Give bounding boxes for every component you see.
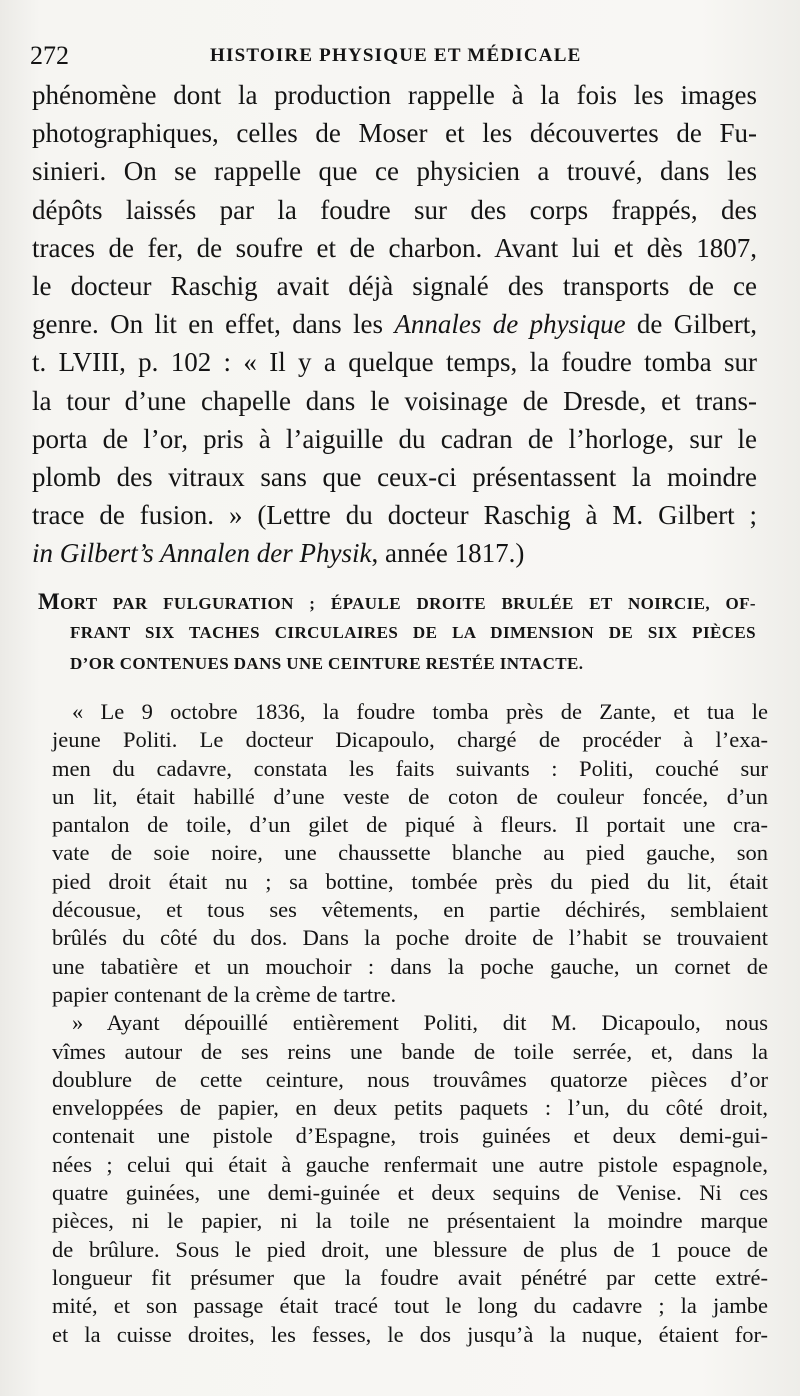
text-line-citation <box>32 534 757 572</box>
heading-line <box>38 586 756 617</box>
heading-line: FRANT SIX TACHES CIRCULAIRES DE LA DIMENSION DE SIX PIÈCES <box>70 623 756 642</box>
text-line: de brûlure. Sous le pied droit, une blessure de plus de 1 pouce de <box>52 1236 768 1262</box>
running-title: HISTOIRE PHYSIQUE ET MÉDICALE <box>210 45 582 66</box>
text-line: trace de fusion. » (Lettre du docteur Raschig à M. Gilbert ; <box>32 500 757 531</box>
text-run: , année 1817.) <box>371 538 525 569</box>
text-line: vate de soie noire, une chaussette blanche au pied gauche, son <box>52 840 768 866</box>
italic-title-annales: Annales de physique <box>394 309 626 340</box>
text-line: phénomène dont la production rappelle à la fois les images <box>32 80 757 110</box>
text-line: une tabatière et un mouchoir : dans la poche gauche, un cornet de <box>52 953 768 979</box>
text-line: photographiques, celles de Moser et les découvertes de Fu- <box>32 118 757 149</box>
text-line: quatre guinées, une demi-guinée et deux sequins de Venise. Ni ces <box>52 1180 768 1206</box>
text-line: » Ayant dépouillé entièrement Politi, dit M. Dicapoulo, nous <box>72 1010 768 1036</box>
text-line: pièces, ni le papier, ni la toile ne présentaient la moindre marque <box>52 1208 768 1234</box>
text-line: et la cuisse droites, les fesses, le dos jusqu’à la nuque, étaient for- <box>52 1321 768 1347</box>
text-line: enveloppées de papier, en deux petits paquets : l’un, du côté droit, <box>52 1095 768 1121</box>
case-report-text <box>52 698 768 1349</box>
heading-initial: D’ <box>70 654 89 673</box>
text-line: pied droit était nu ; sa bottine, tombée près du pied du lit, était <box>52 868 768 894</box>
text-line: dépôts laissés par la foudre sur des corps frappés, des <box>32 194 757 225</box>
heading-line <box>38 648 756 679</box>
text-line: le docteur Raschig avait déjà signalé des transports de ce <box>32 270 757 301</box>
text-line: nées ; celui qui était à gauche renfermait une autre pistole espagnole, <box>52 1151 768 1177</box>
text-line: vîmes autour de ses reins une bande de toile serrée, et, dans la <box>52 1038 768 1064</box>
paragraph-phenomene <box>32 76 757 572</box>
text-line: contenait une pistole d’Espagne, trois guinées et deux demi-gui- <box>52 1123 768 1149</box>
text-line: mité, et son passage était tracé tout le long du cadavre ; la jambe <box>52 1293 768 1319</box>
text-line: la tour d’une chapelle dans le voisinage de Dresde, et trans- <box>32 385 757 416</box>
text-line: brûlés du côté du dos. Dans la poche droite de l’habit se trouvaient <box>52 925 768 951</box>
text-line: jeune Politi. Le docteur Dicapoulo, chargé de procéder à l’exa- <box>52 727 768 753</box>
text-run: genre. On lit en effet, dans les <box>32 309 395 340</box>
section-heading <box>38 586 756 679</box>
text-line: plomb des vitraux sans que ceux-ci présentassent la moindre <box>32 461 757 492</box>
text-line: porta de l’or, pris à l’aiguille du cadran de l’horloge, sur le <box>32 423 757 454</box>
text-line: traces de fer, de soufre et de charbon. Avant lui et dès 1807, <box>32 232 757 263</box>
text-line: men du cadavre, constata les faits suivants : Politi, couché sur <box>52 755 768 781</box>
text-line: t. LVIII, p. 102 : « Il y a quelque temps, la foudre tomba sur <box>32 347 757 378</box>
heading-text: ORT PAR FULGURATION ; ÉPAULE DROITE BRULÉE ET NOIRCIE, OF- <box>60 594 756 613</box>
text-line: pantalon de toile, d’un gilet de piqué à fleurs. Il portait une cra- <box>52 812 768 838</box>
text-line: décousue, et tous ses vêtements, en partie déchirés, semblaient <box>52 897 768 923</box>
text-line: papier contenant de la crème de tartre. <box>52 981 397 1007</box>
heading-text: OR CONTENUES DANS UNE CEINTURE RESTÉE INTACTE. <box>88 654 584 673</box>
text-line: « Le 9 octobre 1836, la foudre tomba près de Zante, et tua le <box>72 699 768 724</box>
italic-citation: in Gilbert’s Annalen der Physik <box>32 538 372 569</box>
text-line: doublure de cette ceinture, nous trouvâmes quatorze pièces d’or <box>52 1066 768 1092</box>
text-run: de Gilbert, <box>625 309 757 340</box>
text-line: longueur fit présumer que la foudre avait pénétré par cette extré- <box>52 1264 768 1290</box>
running-head <box>0 38 800 74</box>
text-line: un lit, était habillé d’une veste de coton de couleur foncée, d’un <box>52 783 768 809</box>
heading-initial: M <box>38 589 61 614</box>
text-line: sinieri. On se rappelle que ce physicien a trouvé, dans les <box>32 156 757 187</box>
page-number: 272 <box>30 41 69 70</box>
text-line-annales <box>32 305 757 343</box>
